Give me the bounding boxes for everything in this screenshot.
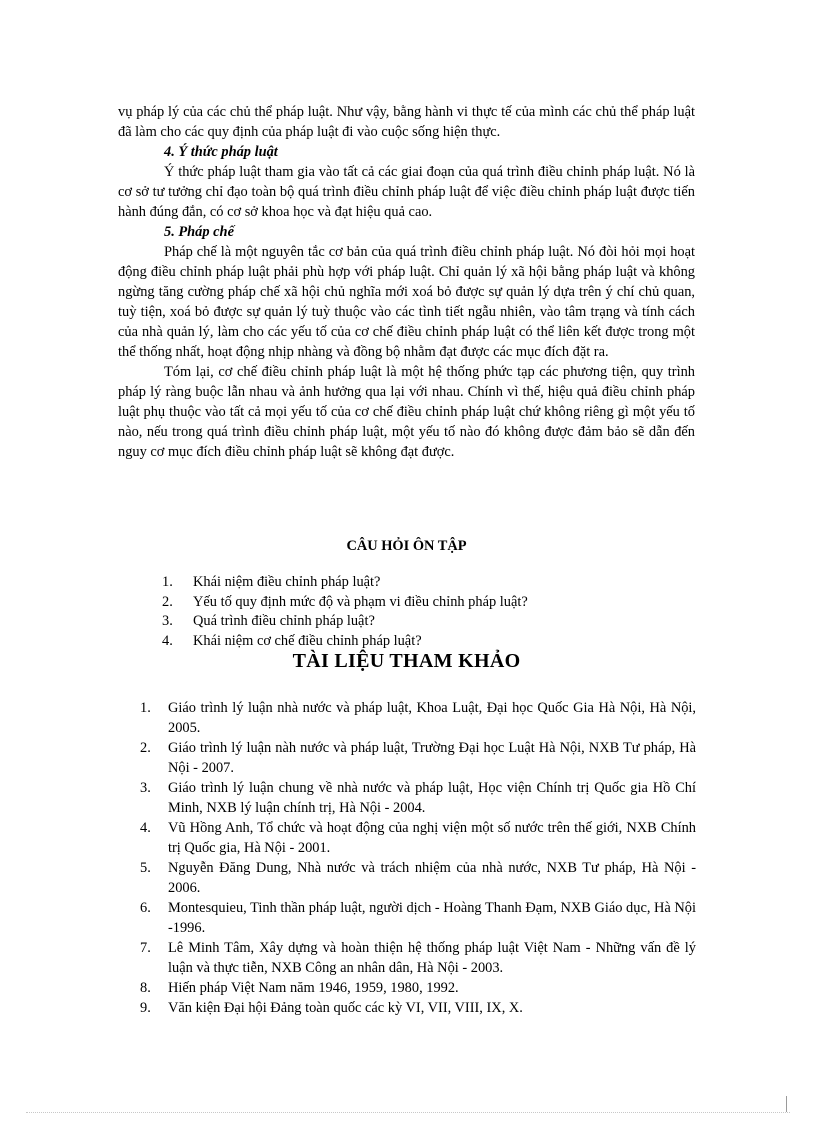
paragraph-intro: vụ pháp lý của các chủ thể pháp luật. Như vậy, bằng hành vi thực tế của mình các chủ thể pháp luật đã làm cho các quy định của pháp luật đi vào cuộc sống hiện thực. (118, 104, 695, 140)
question-number: 4. (162, 632, 173, 649)
list-item (140, 978, 696, 998)
reference-number: 9. (140, 1000, 151, 1016)
reference-text: Montesquieu, Tinh thần pháp luật, người dịch - Hoàng Thanh Đạm, NXB Giáo dục, Hà Nội -1996. (168, 900, 696, 936)
reference-text: Giáo trình lý luận nàh nước và pháp luật, Trường Đại học Luật Hà Nội, NXB Tư pháp, Hà Nội - 2007. (168, 740, 696, 776)
page-corner-mark (786, 1096, 787, 1112)
paragraph-summary: Tóm lại, cơ chế điều chỉnh pháp luật là một hệ thống phức tạp các phương tiện, quy trình pháp lý ràng buộc lẫn nhau và ảnh hưởng qua lại với nhau. Chính vì thế, hiệu quả điều chỉnh pháp luật phụ thuộc vào tất cả mọi yếu tố của cơ chế điều chỉnh pháp luật chứ không riêng gì một yếu tố nào, nếu trong quá trình điều chỉnh pháp luật, một yếu tố nào đó không được đảm bảo sẽ dẫn đến nguy cơ mục đích điều chỉnh pháp luật sẽ không đạt được. (118, 364, 695, 460)
reference-number: 1. (140, 700, 151, 716)
list-item (140, 898, 696, 938)
list-item (140, 778, 696, 818)
review-questions-title: CÂU HỎI ÔN TẬP (346, 538, 467, 554)
list-item (140, 858, 696, 898)
reference-number: 6. (140, 900, 151, 916)
references-list (140, 698, 696, 1018)
paragraph-y-thuc-phap-luat: Ý thức pháp luật tham gia vào tất cả các giai đoạn của quá trình điều chỉnh pháp luật. Nó là cơ sở tư tưởng chỉ đạo toàn bộ quá trình điều chỉnh pháp luật để việc điều chỉnh pháp luật được tiến hành đúng đắn, có cơ sở khoa học và đạt hiệu quả cao. (118, 164, 695, 220)
paragraph-phap-che: Pháp chế là một nguyên tắc cơ bản của quá trình điều chỉnh pháp luật. Nó đòi hỏi mọi hoạt động điều chỉnh pháp luật phải phù hợp với pháp luật. Chỉ quản lý xã hội bằng pháp luật và không ngừng tăng cường pháp chế xã hội chủ nghĩa mới xoá bỏ được sự quản lý dựa trên ý chí chủ quan, tuỳ tiện, xoá bỏ được sự quản lý tuỳ thuộc vào các tình tiết ngẫu nhiên, vào tâm trạng và tính cách của nhà quản lý, làm cho các yếu tố của cơ chế điều chỉnh pháp luật có thể liên kết được trong một thể thống nhất, hoạt động nhịp nhàng và đồng bộ nhằm đạt được các mục đích đặt ra. (118, 244, 695, 360)
question-text: Khái niệm điều chỉnh pháp luật? (193, 574, 381, 590)
list-item (140, 698, 696, 738)
list-item (162, 592, 702, 612)
references-title: TÀI LIỆU THAM KHẢO (292, 650, 521, 672)
list-item (162, 631, 702, 651)
heading-phap-che: 5. Pháp chế (164, 224, 234, 240)
list-item (140, 738, 696, 778)
question-text: Yếu tố quy định mức độ và phạm vi điều chỉnh pháp luật? (193, 593, 528, 610)
body-text (118, 102, 695, 462)
review-questions-list (162, 572, 702, 650)
page-bottom-divider (26, 1112, 790, 1113)
question-number: 3. (162, 613, 173, 629)
reference-number: 8. (140, 980, 151, 996)
reference-number: 2. (140, 740, 151, 756)
reference-text: Vũ Hồng Anh, Tổ chức và hoạt động của nghị viện một số nước trên thế giới, NXB Chính trị Quốc gia, Hà Nội - 2001. (168, 820, 696, 856)
reference-text: Hiến pháp Việt Nam năm 1946, 1959, 1980, 1992. (168, 980, 459, 996)
reference-number: 5. (140, 860, 151, 876)
question-number: 1. (162, 574, 173, 590)
list-item (140, 998, 696, 1018)
reference-text: Văn kiện Đại hội Đảng toàn quốc các kỳ VI, VII, VIII, IX, X. (168, 1000, 523, 1016)
question-text: Khái niệm cơ chế điều chỉnh pháp luật? (193, 632, 422, 649)
heading-y-thuc-phap-luat: 4. Ý thức pháp luật (164, 144, 278, 160)
reference-number: 7. (140, 940, 151, 956)
reference-text: Nguyễn Đăng Dung, Nhà nước và trách nhiệm của nhà nước, NXB Tư pháp, Hà Nội - 2006. (168, 860, 696, 896)
reference-text: Giáo trình lý luận nhà nước và pháp luật, Khoa Luật, Đại học Quốc Gia Hà Nội, Hà Nội, 2005. (168, 700, 696, 736)
list-item (162, 572, 702, 592)
question-text: Quá trình điều chỉnh pháp luật? (193, 613, 375, 629)
reference-number: 3. (140, 780, 151, 796)
list-item (162, 611, 702, 631)
list-item (140, 938, 696, 978)
question-number: 2. (162, 593, 173, 610)
reference-text: Lê Minh Tâm, Xây dựng và hoàn thiện hệ thống pháp luật Việt Nam - Những vấn đề lý luận và thực tiễn, NXB Công an nhân dân, Hà Nội - 2003. (168, 940, 696, 976)
reference-text: Giáo trình lý luận chung về nhà nước và pháp luật, Học viện Chính trị Quốc gia Hồ Chí Minh, NXB lý luận chính trị, Hà Nội - 2004. (168, 780, 696, 816)
reference-number: 4. (140, 820, 151, 836)
list-item (140, 818, 696, 858)
